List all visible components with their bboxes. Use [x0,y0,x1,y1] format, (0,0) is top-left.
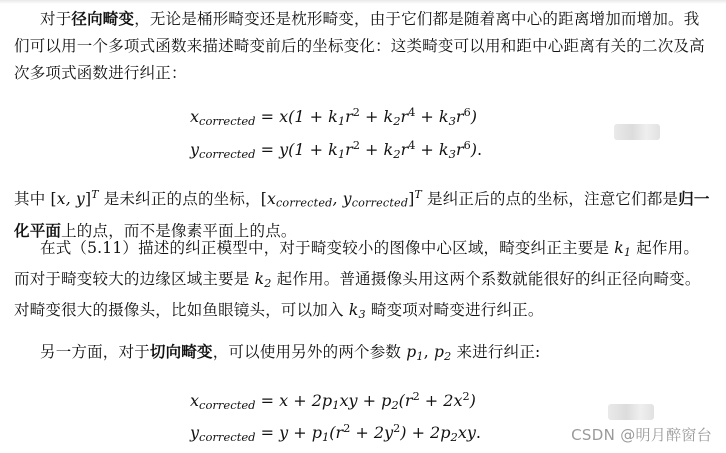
eq2-l1-a-sub: 1 [332,398,340,413]
para2-d: T [91,188,99,201]
para3-d: 畸变项对畸变进行纠正。 [365,300,544,319]
eq1-l1-a: = x(1 + k [255,107,338,127]
eq1-l2-d: r [400,140,409,160]
eq2-l2-a-sub: 1 [321,430,330,445]
term-radial-distortion: 径向畸变 [71,9,135,28]
eq2-l2-d-sub: 2 [450,430,458,445]
para2-a: 其中 [ [14,189,57,208]
para4-p1: p [406,343,417,361]
eq2-l1-sub: corrected [199,398,256,413]
eq2-l2-d: ) + 2p [400,423,451,443]
eq1-l1-g: ) [470,107,477,127]
eq1-l1-pow4: 4 [408,106,416,119]
eq2-l2-lhs: y [190,423,200,443]
eq2-l1-b-sub: 2 [391,398,399,413]
eq1-l1-f: r [455,107,464,127]
eq2-l1-b: xy + p [339,391,392,411]
eq1-l1-b: r [345,107,353,127]
eq1-l2-g: ) [470,140,477,160]
eq1-l2-b: r [345,140,353,160]
eq2-l1-c: (r [398,391,413,411]
eq2-l1-d-sup: 2 [462,390,470,403]
para4-p2: p [433,343,445,361]
equation-number-blurred [614,124,660,140]
eq2-l1-e: ) [469,391,476,411]
eq1-l2-pow6: 6 [463,139,471,152]
para2-g: corrected [275,196,333,210]
eq1-l1-d: r [400,107,409,127]
eq1-line2 [190,139,482,161]
para3-a: 在式（5.11）描述的纠正模型中，对于畸变较小的图像中心区域，畸变纠正主要是 [40,239,615,257]
eq1-l2-pow4: 4 [408,139,416,152]
para4-pre: 另一方面，对于 [40,343,150,361]
eq1-l1-e: + k [415,107,449,127]
eq2-line2 [190,422,481,444]
eq2-l2-b-sup: 2 [343,422,351,435]
paragraph-correction-model [14,235,714,327]
eq1-l2-c: + k [359,140,394,160]
eq1-l1-idx2: 2 [393,114,401,129]
top-edge [0,0,726,4]
eq2-l2-e: xy [457,423,476,443]
para2-k: T [414,188,422,201]
eq1-l1-sub: corrected [199,114,256,129]
eq1-l1-idx1: 1 [337,114,346,129]
eq1-l2-idx1: 1 [337,147,346,162]
eq1-l2-f: r [455,140,464,160]
para4-end: 来进行纠正: [451,343,541,361]
eq1-l2-pow2: 2 [352,139,360,152]
para2-i: corrected [351,196,409,210]
para3-k3: k [348,300,359,319]
para2-c: ] [84,189,92,208]
para2-j: ] [408,189,415,208]
eq1-l2-idx3: 3 [448,147,456,162]
paragraph-tangential-distortion [14,338,714,370]
csdn-watermark: CSDN @明月醉窗台 [571,426,712,444]
para2-h: , y [332,189,352,208]
eq1-l1-pow2: 2 [352,106,360,119]
para3-k2-sub: 2 [264,276,272,290]
para1-pre: 对于 [40,10,72,28]
para1-post: ，无论是桶形畸变还是枕形畸变，由于它们都是随着离中心的距离增加而增加。我们可以用一个多项式函数来描述畸变前后的坐标变化：这类畸变可以用和距中心距离有关的二次及高次多项式函数进行纠正： [14,10,705,82]
eq2-line1 [190,390,476,412]
eq1-l1-lhs: x [190,107,200,127]
para3-c: 起作用。普通摄像头用这两个系数就能很好的纠正径向畸变。对畸变很大的摄像头，比如鱼眼镜头，可以加入 [14,269,701,319]
eq1-l1-pow6: 6 [463,106,471,119]
para2-b: x, y [56,189,85,208]
para2-n: 上的点，而不是像素平面上的点。 [61,221,297,240]
eq1-l1-c: + k [359,107,394,127]
eq1-l2-lhs: y [190,140,200,160]
term-tangential-distortion: 切向畸变 [149,342,213,361]
eq2-l1-lhs: x [190,391,200,411]
eq2-l2-c: + 2y [350,423,394,443]
para2-e: 是未纠正的点的坐标，[ [98,189,267,208]
para4-post: ，可以使用另外的两个参数 [212,343,407,361]
paragraph-radial-distortion [14,5,714,87]
eq2-l2-a: = y + p [255,423,322,443]
para4-p1-sub: 1 [416,349,424,363]
eq1-l2-sub: corrected [199,147,256,162]
para3-k3-sub: 3 [358,307,366,321]
para3-k1: k [614,239,624,257]
eq2-l1-c-sup: 2 [412,390,420,403]
eq1-l1-idx3: 3 [448,114,456,129]
para2-l: 是纠正后的点的坐标，注意它们都是 [421,189,679,208]
eq2-l2-b: (r [329,423,344,443]
term-normalized-plane: 归一化平面 [14,188,710,240]
equation-number-blurred-2 [608,404,654,420]
eq2-l2-c-sup: 2 [393,422,401,435]
eq2-l1-d: + 2x [419,391,463,411]
eq2-l1-a: = x + 2p [255,391,333,411]
para3-k2: k [254,269,265,288]
eq1-l2-dot: . [476,140,483,160]
eq1-l2-e: + k [415,140,449,160]
para2-f: x [267,189,276,208]
para4-p2-sub: 2 [444,349,452,363]
eq1-l2-a: = y(1 + k [255,140,338,160]
para4-comma: , [423,343,434,361]
para3-b: 起作用。而对于畸变较大的边缘区域主要是 [14,239,700,288]
eq1-line1 [190,106,477,128]
eq2-l2-sub: corrected [199,430,256,445]
para3-k1-sub: 1 [623,245,632,259]
eq1-l2-idx2: 2 [393,147,401,162]
eq2-l2-dot: . [475,423,481,443]
